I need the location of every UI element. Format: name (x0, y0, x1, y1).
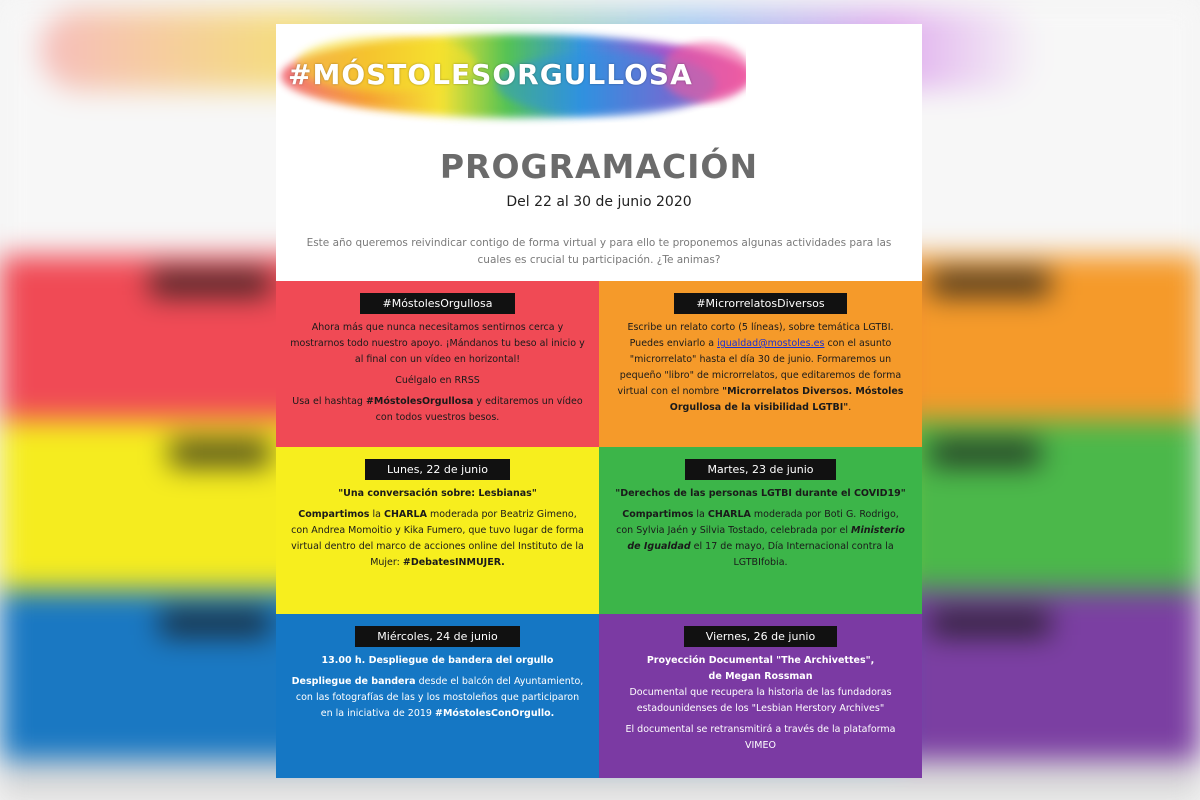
cell-text: Compartimos la CHARLA moderada por Beatriz Gimeno, con Andrea Momoitio y Kika Fumero, que tuvo lugar de forma virtual dentro del marco de acciones online del Instituto de la Mujer: #DebatesINMUJER. (291, 509, 584, 568)
cell-lunes (276, 447, 599, 614)
intro-text: Este año queremos reivindicar contigo de forma virtual y para ello te proponemos algunas actividades para las cuales es crucial tu participación. ¿Te animas? (306, 237, 892, 266)
event-heading: "Derechos de las personas LGTBI durante el COVID19" (615, 488, 906, 499)
cell-text: Despliegue de bandera desde el balcón del Ayuntamiento, con las fotografías de las y los mostoleños que participaron en la iniciativa de 2019 #MóstolesConOrgullo. (291, 676, 584, 719)
cell-miercoles (276, 614, 599, 778)
cell-mostoles-orgullosa (276, 281, 599, 447)
cell-text: Documental que recupera la historia de las fundadoras estadounidenses de los "Lesbian Herstory Archives" (629, 687, 892, 714)
page-title: PROGRAMACIÓN (439, 147, 759, 186)
book-title: "Microrrelatos Diversos. Móstoles Orgullosa de la visibilidad LGTBI" (669, 386, 904, 413)
cell-text: Compartimos la CHARLA moderada por Boti G. Rodrigo, con Sylvia Jaén y Silvia Tostado, celebrada por el Ministerio de Igualdad el 17 de mayo, Día Internacional contra la LGTBIfobia. (616, 509, 905, 568)
cell-label: #MicrorrelatosDiversos (674, 293, 846, 314)
cell-text: Cuélgalo en RRSS (395, 375, 480, 386)
cell-label: Miércoles, 24 de junio (355, 626, 519, 647)
cell-text: El documental se retransmitirá a través de la plataforma VIMEO (625, 724, 896, 751)
cell-label: Lunes, 22 de junio (365, 459, 510, 480)
cell-label: Martes, 23 de junio (685, 459, 835, 480)
cell-label: #MóstolesOrgullosa (360, 293, 514, 314)
cell-viernes (599, 614, 922, 778)
program-grid (276, 281, 922, 778)
event-heading: de Megan Rossman (708, 671, 813, 682)
cell-microrrelatos (599, 281, 922, 447)
event-heading: 13.00 h. Despliegue de bandera del orgullo (321, 655, 554, 666)
date-range: Del 22 al 30 de junio 2020 (506, 194, 692, 210)
cell-text: Escribe un relato corto (5 líneas), sobre temática LGTBI. Puedes enviarlo a igualdad@mostoles.es con el asunto "microrrelato" hasta el día 30 de junio. Formaremos un pequeño "libro" de microrrelatos, que editaremos de forma virtual con el nombre "Microrrelatos Diversos. Móstoles Orgullosa de la visibilidad LGTBI". (617, 322, 904, 413)
event-heading: Proyección Documental "The Archivettes", (646, 655, 875, 666)
hashtag: #MóstolesOrgullosa (365, 396, 474, 407)
cell-text: Usa el hashtag #MóstolesOrgullosa y editaremos un vídeo con todos vuestros besos. (292, 396, 583, 423)
email-link[interactable]: igualdad@mostoles.es (717, 338, 825, 349)
hashtag-title: #MÓSTOLESORGULLOSA (288, 58, 693, 91)
cell-martes (599, 447, 922, 614)
event-heading: "Una conversación sobre: Lesbianas" (338, 488, 537, 499)
poster (276, 24, 922, 778)
cell-label: Viernes, 26 de junio (684, 626, 837, 647)
cell-text: Ahora más que nunca necesitamos sentirnos cerca y mostrarnos todo nuestro apoyo. ¡Mándanos tu beso al inicio y al final con un vídeo en horizontal! (290, 322, 585, 365)
